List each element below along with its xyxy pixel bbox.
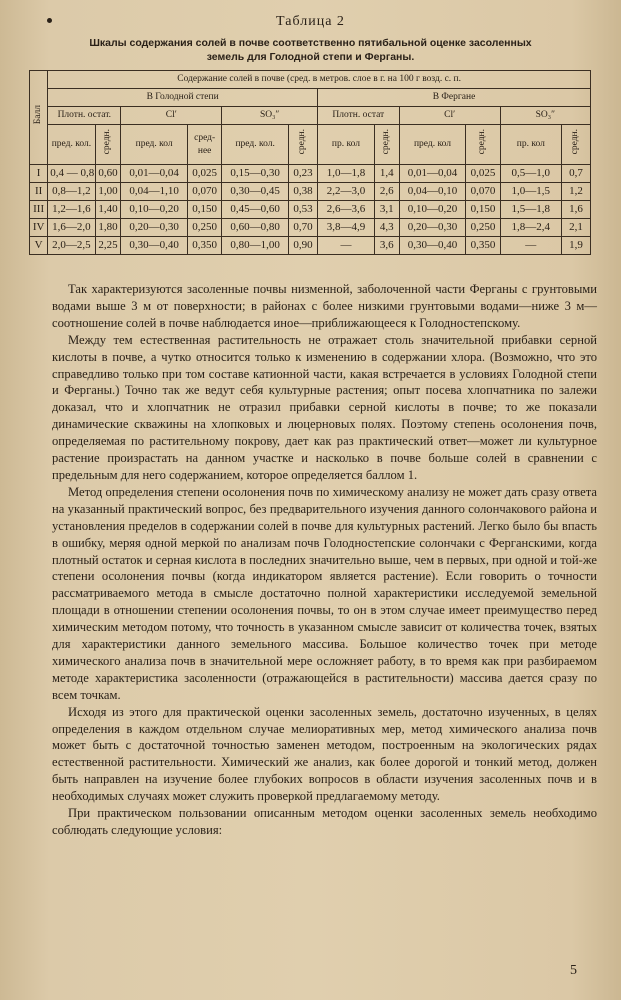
- ball-cell: V: [30, 237, 48, 255]
- value-cell: 0,20—0,30: [121, 219, 188, 237]
- value-cell: 3,1: [374, 201, 399, 219]
- table-subcaption: [40, 36, 581, 64]
- value-cell: 0,30—0,40: [399, 237, 466, 255]
- value-cell: 0,20—0,30: [399, 219, 466, 237]
- value-cell: 0,01—0,04: [121, 165, 188, 183]
- ball-header: Балл: [30, 71, 48, 165]
- table-row: [30, 237, 591, 255]
- ball-cell: II: [30, 183, 48, 201]
- value-cell: 1,6—2,0: [48, 219, 95, 237]
- r2-cl-pred: пред. кол: [399, 125, 466, 165]
- value-cell: 2,6—3,6: [317, 201, 374, 219]
- value-cell: 0,45—0,60: [222, 201, 289, 219]
- value-cell: 1,9: [561, 237, 590, 255]
- top-header: Содержание солей в почве (сред. в метров. слое в г. на 100 г возд. с. п.: [48, 71, 591, 89]
- value-cell: 0,70: [288, 219, 317, 237]
- subcaption-line-2: земель для Голодной степи и Ферганы.: [206, 51, 415, 63]
- value-cell: 0,60—0,80: [222, 219, 289, 237]
- value-cell: 0,8—1,2: [48, 183, 95, 201]
- r1-plotn-sred: средн.: [95, 125, 121, 165]
- value-cell: 0,90: [288, 237, 317, 255]
- value-cell: 2,6: [374, 183, 399, 201]
- value-cell: 1,0—1,5: [500, 183, 561, 201]
- table-row: [30, 201, 591, 219]
- value-cell: 1,8—2,4: [500, 219, 561, 237]
- table-caption: Таблица 2: [276, 14, 345, 29]
- r1-cl-sred: сред-нее: [187, 125, 221, 165]
- region-fergana-header: В Фергане: [317, 89, 590, 107]
- value-cell: 1,5—1,8: [500, 201, 561, 219]
- value-cell: —: [317, 237, 374, 255]
- value-cell: 0,53: [288, 201, 317, 219]
- r1-so3-header: SO₃″: [222, 107, 318, 125]
- subcaption-line-1: Шкалы содержания солей в почве соответственно пятибальной оценке засоленных: [89, 37, 532, 49]
- r2-cl-sred: средн.: [466, 125, 500, 165]
- value-cell: 0,350: [187, 237, 221, 255]
- table-row: [30, 165, 591, 183]
- value-cell: 0,025: [187, 165, 221, 183]
- paragraph: При практическом пользовании описанным методом оценки засоленных земель необходимо соблюдать следующие условия:: [52, 806, 597, 837]
- value-cell: —: [500, 237, 561, 255]
- value-cell: 0,01—0,04: [399, 165, 466, 183]
- table-body: [30, 165, 591, 255]
- r2-so3-header: SO₃″: [500, 107, 590, 125]
- value-cell: 0,070: [466, 183, 500, 201]
- salt-content-table: [29, 70, 591, 255]
- value-cell: 0,5—1,0: [500, 165, 561, 183]
- value-cell: 0,10—0,20: [399, 201, 466, 219]
- value-cell: 0,80—1,00: [222, 237, 289, 255]
- paragraph: Метод определения степени осолонения почв по химическому анализу не может дать сразу ответа на указанный практический вопрос, без предварительного изучения данного солончакового района и установления пределов в содержании солей в почве для культурных растений. Легко было бы впасть в ошибку, меряя одной меркой по анализам почв Голодностепские солончаки с Ферганскими, когда плотный остаток и серная кислота в последних значительно выше, чем в первых, при одной и той-же степени осолонения почвы (когда индикатором является растение). Если говорить о точности рассматриваемого метода в смысле достаточно полной характеристики исследуемой земельной площади в отношении степении осолонения почвы, то он в этом случае имеет преимущество перед химическим методом потому, что точность в указанном смысле зависит от количества точек, взятых для характеристики данного земельного массива. Большое количество точек при методе химического анализа почв в значительной мере осложняет работу, в то время как при разбираемом методе характеристика засоленности (отражающейся в растительности) массива дается сразу по всем точкам.: [52, 484, 597, 702]
- value-cell: 0,30—0,40: [121, 237, 188, 255]
- value-cell: 2,2—3,0: [317, 183, 374, 201]
- r1-so-sred: средн.: [288, 125, 317, 165]
- value-cell: 3,8—4,9: [317, 219, 374, 237]
- r2-so-sred: средн.: [561, 125, 590, 165]
- value-cell: 0,10—0,20: [121, 201, 188, 219]
- r1-so-pred: пред. кол.: [222, 125, 289, 165]
- value-cell: 0,60: [95, 165, 121, 183]
- value-cell: 2,0—2,5: [48, 237, 95, 255]
- ball-cell: I: [30, 165, 48, 183]
- paragraph: Между тем естественная растительность не отражает столь значительной прибавки серной кислоты в почве, а чутко относится только к изменению в содержании хлора. (Возможно, что это справедливо только при том составе катионной части, какая встречается в условиях Голодной степи и Ферганы.) Точно так же ведут себя культурные растения; опыт посева хлопчатника по залежи доказал, что и хлопчатник не отразил прибавки серной кислоты в почве; то же показали динамические скважины на хлопковых и люцерновых полях. Поэтому степень осолонения почв, определяемая по растительному покрову, дает как раз практический ответ—может ли культурное растение произрастать на данном участке и насколько в почве больше солей в сравнении с предельным для него содержанием, которое определяется баллом 1.: [52, 332, 597, 482]
- value-cell: 1,6: [561, 201, 590, 219]
- value-cell: 4,3: [374, 219, 399, 237]
- ball-cell: IV: [30, 219, 48, 237]
- value-cell: 1,2—1,6: [48, 201, 95, 219]
- value-cell: 1,2: [561, 183, 590, 201]
- value-cell: 0,15—0,30: [222, 165, 289, 183]
- value-cell: 2,25: [95, 237, 121, 255]
- value-cell: 1,40: [95, 201, 121, 219]
- region-golodnaya-header: В Голодной степи: [48, 89, 318, 107]
- value-cell: 0,250: [187, 219, 221, 237]
- value-cell: 1,00: [95, 183, 121, 201]
- value-cell: 0,150: [466, 201, 500, 219]
- r2-plotn-pred: пр. кол: [317, 125, 374, 165]
- value-cell: 0,025: [466, 165, 500, 183]
- value-cell: 0,350: [466, 237, 500, 255]
- value-cell: 1,0—1,8: [317, 165, 374, 183]
- r1-plotn-pred: пред. кол.: [48, 125, 95, 165]
- r1-cl-pred: пред. кол: [121, 125, 188, 165]
- value-cell: 0,04—1,10: [121, 183, 188, 201]
- ball-cell: III: [30, 201, 48, 219]
- value-cell: 0,23: [288, 165, 317, 183]
- value-cell: 0,30—0,45: [222, 183, 289, 201]
- r2-plotn-header: Плотн. остат: [317, 107, 399, 125]
- value-cell: 0,150: [187, 201, 221, 219]
- value-cell: 0,070: [187, 183, 221, 201]
- value-cell: 0,04—0,10: [399, 183, 466, 201]
- paragraph: Исходя из этого для практической оценки засоленных земель, достаточно изученных, в целях определения в каждом отдельном случае мелиоративных мер, метод химического анализа почв может быть с достаточной точностью заменен методом, построенным на экологических рядах естественной растительности. Химический же анализ, как более дорогой и тонкий метод, должен быть направлен на изучение более глубоких вопросов в области изучения засоленных почв и в необходимых случаях может служить проверкой предлагаемому методу.: [52, 704, 597, 804]
- value-cell: 0,250: [466, 219, 500, 237]
- value-cell: 1,80: [95, 219, 121, 237]
- table-row: [30, 219, 591, 237]
- table-row: [30, 183, 591, 201]
- body-text: [52, 281, 597, 839]
- r2-plotn-sred: средн.: [374, 125, 399, 165]
- r1-plotn-header: Плотн. остат.: [48, 107, 121, 125]
- page-number: 5: [570, 963, 577, 978]
- value-cell: 1,4: [374, 165, 399, 183]
- value-cell: 0,4 — 0,8: [48, 165, 95, 183]
- value-cell: 0,38: [288, 183, 317, 201]
- r2-cl-header: Cl′: [399, 107, 500, 125]
- value-cell: 2,1: [561, 219, 590, 237]
- value-cell: 0,7: [561, 165, 590, 183]
- r2-so-pred: пр. кол: [500, 125, 561, 165]
- r1-cl-header: Cl′: [121, 107, 222, 125]
- value-cell: 3,6: [374, 237, 399, 255]
- paragraph: Так характеризуются засоленные почвы низменной, заболоченной части Ферганы с грунтовыми водами выше 3 м от поверхности; в районах с более низкими грунтовыми водами—ниже 3 м—соотношение солей в почве наблюдается иное—приближающееся к Голодностепскому.: [52, 282, 597, 330]
